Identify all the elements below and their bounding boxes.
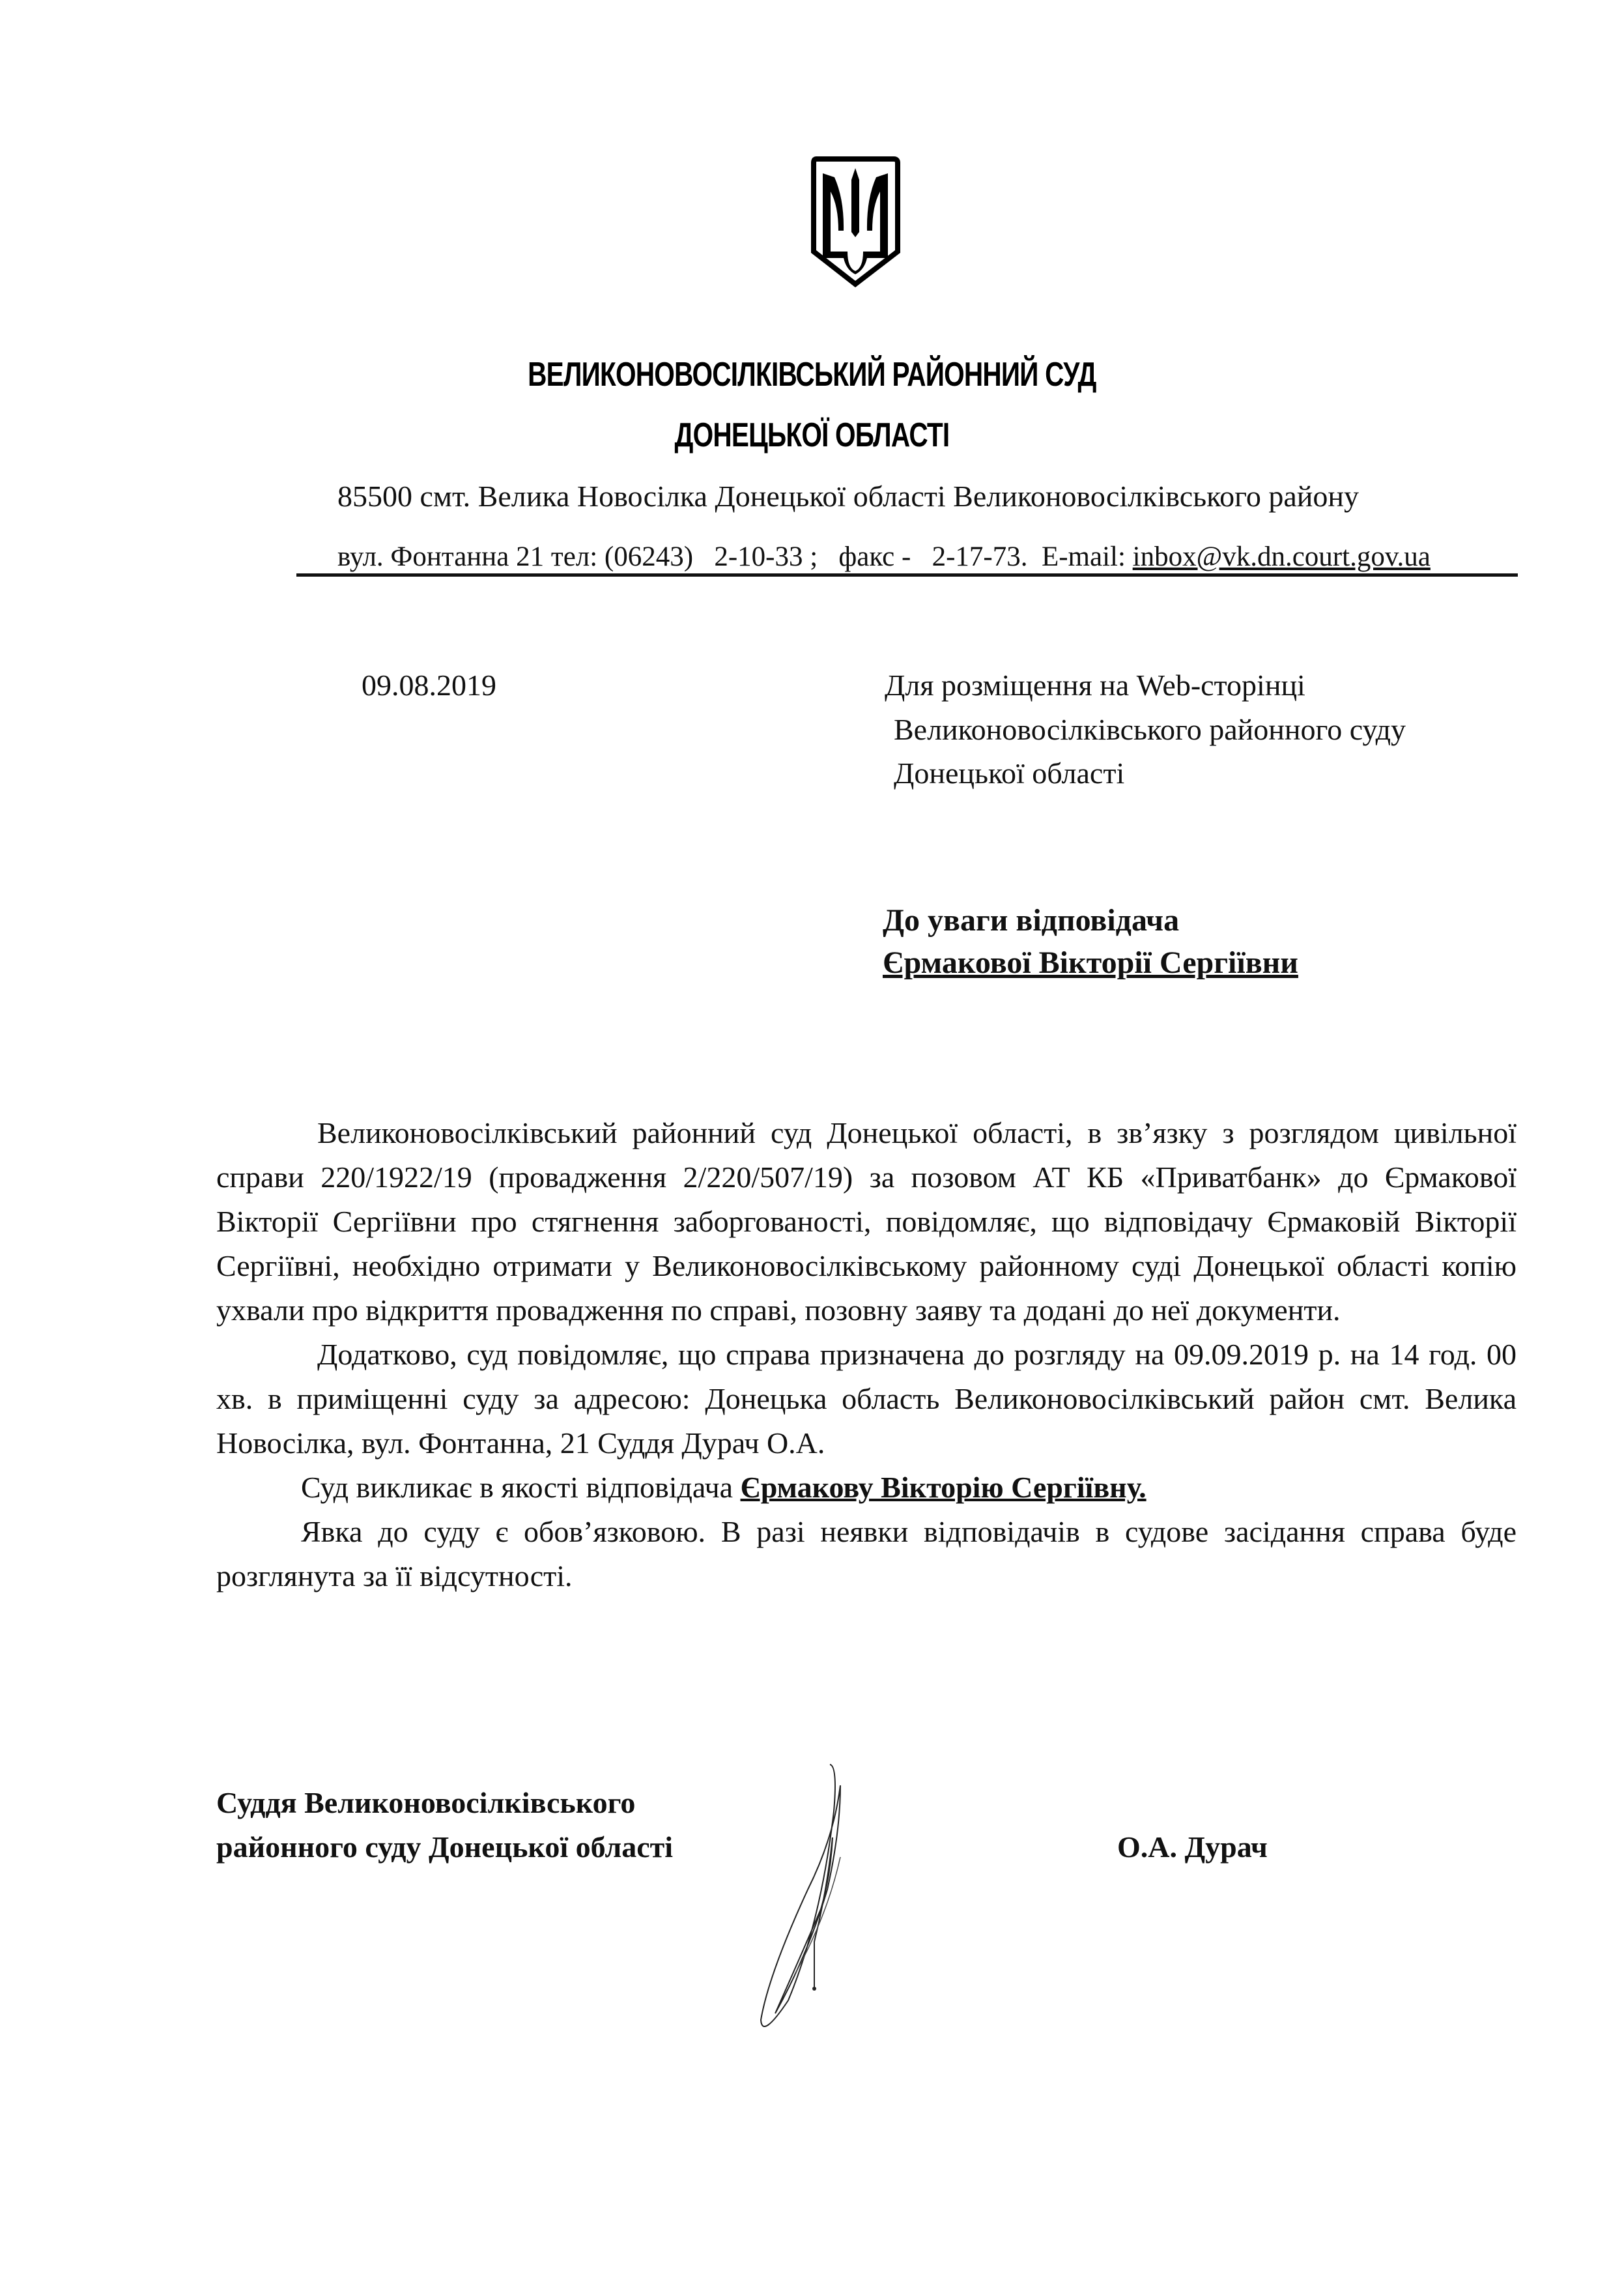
court-contacts [337,541,1431,573]
document-date: 09.08.2019 [362,669,496,702]
paragraph [216,1465,1517,1510]
summoned-defendant-name: Єрмакову Вікторію Сергіївну. [740,1471,1147,1504]
email-link[interactable]: inbox@vk.dn.court.gov.ua [1132,541,1431,572]
notice-body [216,1111,1517,1598]
judge-title-line1: Суддя Великоновосілківського [216,1786,636,1819]
paragraph: Додатково, суд повідомляє, що справа призначена до розгляду на 09.09.2019 р. на 14 год. 00 хв. в приміщенні суду за адресою: Донецька область Великоновосілківський район смт. Велика Новосілка, вул. Фонтанна, 21 Суддя Дурач О.А. [216,1338,1517,1460]
judge-title-line2: районного суду Донецької області [216,1830,674,1864]
ukraine-trident-emblem-icon [808,154,903,287]
summons-text: Суд викликає в якості відповідача [301,1471,741,1504]
court-name-line1: ВЕЛИКОНОВОСІЛКІВСЬКИЙ РАЙОННИЙ СУД [528,356,1096,394]
recipient-line: Для розміщення на Web-сторінці [885,669,1305,702]
recipient-line: Великоновосілківського районного суду [894,713,1406,746]
paragraph: Великоновосілківський районний суд Донецької області, в зв’язку з розглядом цивільної справи 220/1922/19 (провадження 2/220/507/19) за позовом АТ КБ «Приватбанк» до Єрмакової Вікторії Сергіївни про стягнення заборгованості, повідомляє, що відповідачу Єрмаковій Вікторії Сергіївні, необхідно отримати у Великоновосілківському районному суді Донецької області копію ухвали про відкриття провадження по справі, позовну заяву та додані до неї документи. [216,1116,1517,1327]
handwritten-signature-icon [749,1759,879,2046]
paragraph: Явка до суду є обов’язковою. В разі неявки відповідачів в судове засідання справа буде розглянута за її відсутності. [216,1515,1517,1592]
contacts-text: вул. Фонтанна 21 тел: (06243) 2-10-33 ; факс - 2-17-73. E-mail: [337,541,1133,572]
header-divider [296,573,1518,577]
judge-name: О.А. Дурач [1117,1830,1268,1864]
court-name-line2: ДОНЕЦЬКОЇ ОБЛАСТІ [674,416,950,454]
court-address: 85500 смт. Велика Новосілка Донецької області Великоновосілківського району [337,480,1359,513]
defendant-name: Єрмакової Вікторії Сергіївни [883,945,1298,980]
recipient-line: Донецької області [894,756,1125,790]
attention-heading: До уваги відповідача [883,903,1180,938]
